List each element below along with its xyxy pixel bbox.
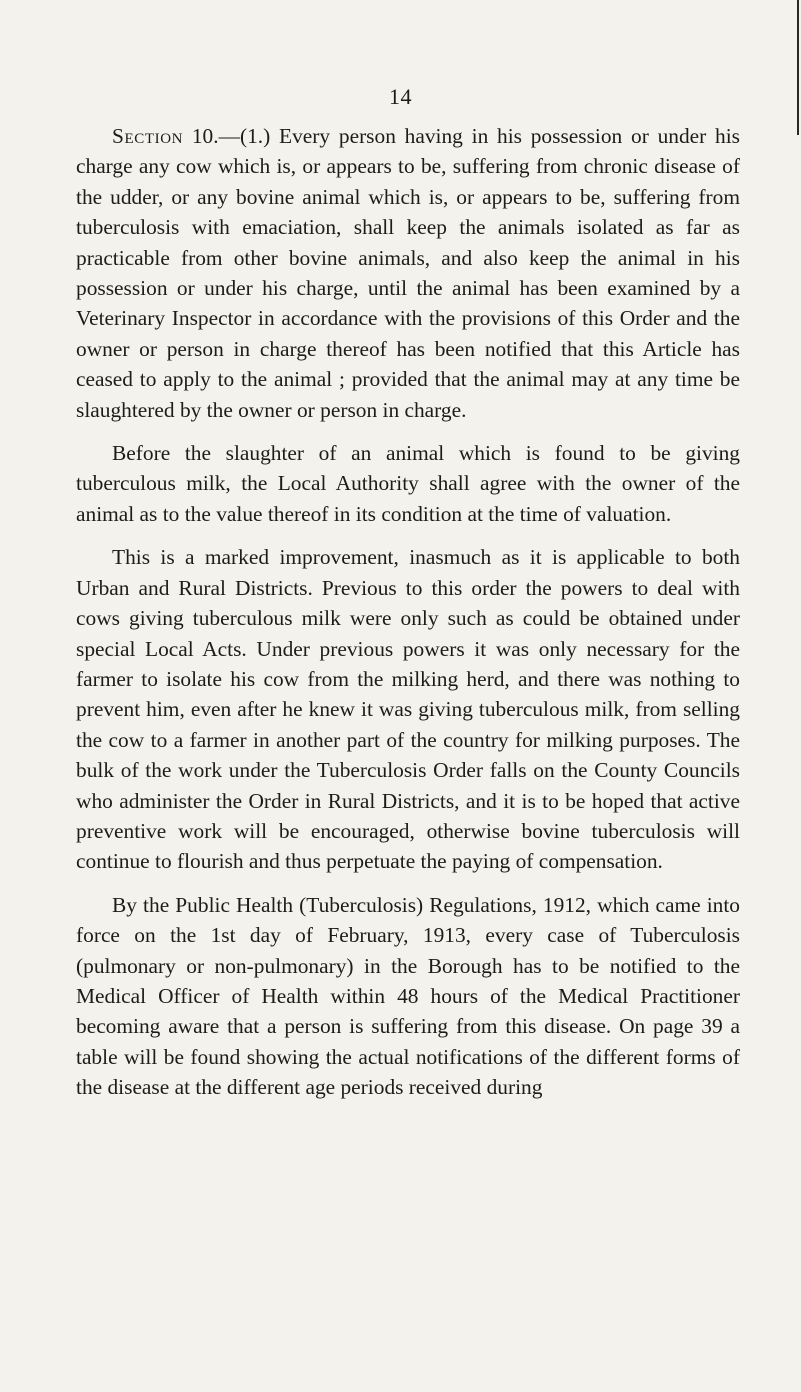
paragraph-section-10	[76, 121, 740, 425]
page-number: 14	[389, 84, 412, 109]
body-text	[76, 121, 740, 1103]
paragraph-improvement: This is a marked improvement, inasmuch as it is applicable to both Urban and Rural Districts. Previous to this order the powers to deal with cows giving tuberculous milk were only such as could be obtained under special Local Acts. Under previous powers it was only necessary for the farmer to isolate his cow from the milking herd, and there was nothing to prevent him, even after he knew it was giving tuberculous milk, from selling the cow to a farmer in another part of the country for milking purposes. The bulk of the work under the Tuberculosis Order falls on the County Councils who administer the Order in Rural Districts, and it is to be hoped that active preventive work will be encouraged, otherwise bovine tuberculosis will continue to flourish and thus perpetuate the paying of compensation.	[76, 545, 740, 874]
paragraph-text: Every person having in his possession or under his charge any cow which is, or appears to be, suffering from chronic disease of the udder, or any bovine animal which is, or appears to be, suffering from tuberculosis with emaciation, shall keep the animals isolated as far as practicable from other bovine animals, and also keep the animal in his possession or under his charge, until the animal has been examined by a Veterinary Inspector in accordance with the provisions of this Order and the owner or person in charge thereof has been notified that this Article has ceased to apply to the animal ; provided that the animal may at any time be slaughtered by the owner or person in charge.	[76, 124, 740, 422]
scan-edge-line	[797, 0, 799, 135]
section-number: 10.—(1.)	[191, 124, 271, 148]
paragraph-slaughter: Before the slaughter of an animal which is found to be giving tuberculous milk, the Local Authority shall agree with the owner of the animal as to the value thereof in its condition at the time of valuation.	[76, 441, 740, 526]
paragraph-regulations: By the Public Health (Tuberculosis) Regulations, 1912, which came into force on the 1st day of February, 1913, every case of Tuberculosis (pulmonary or non-pulmonary) in the Borough has to be notified to the Medical Officer of Health within 48 hours of the Medical Practitioner becoming aware that a person is suffering from this disease. On page 39 a table will be found showing the actual notifications of the different forms of the disease at the different age periods received during	[76, 892, 740, 1100]
section-label: Section	[112, 124, 184, 148]
